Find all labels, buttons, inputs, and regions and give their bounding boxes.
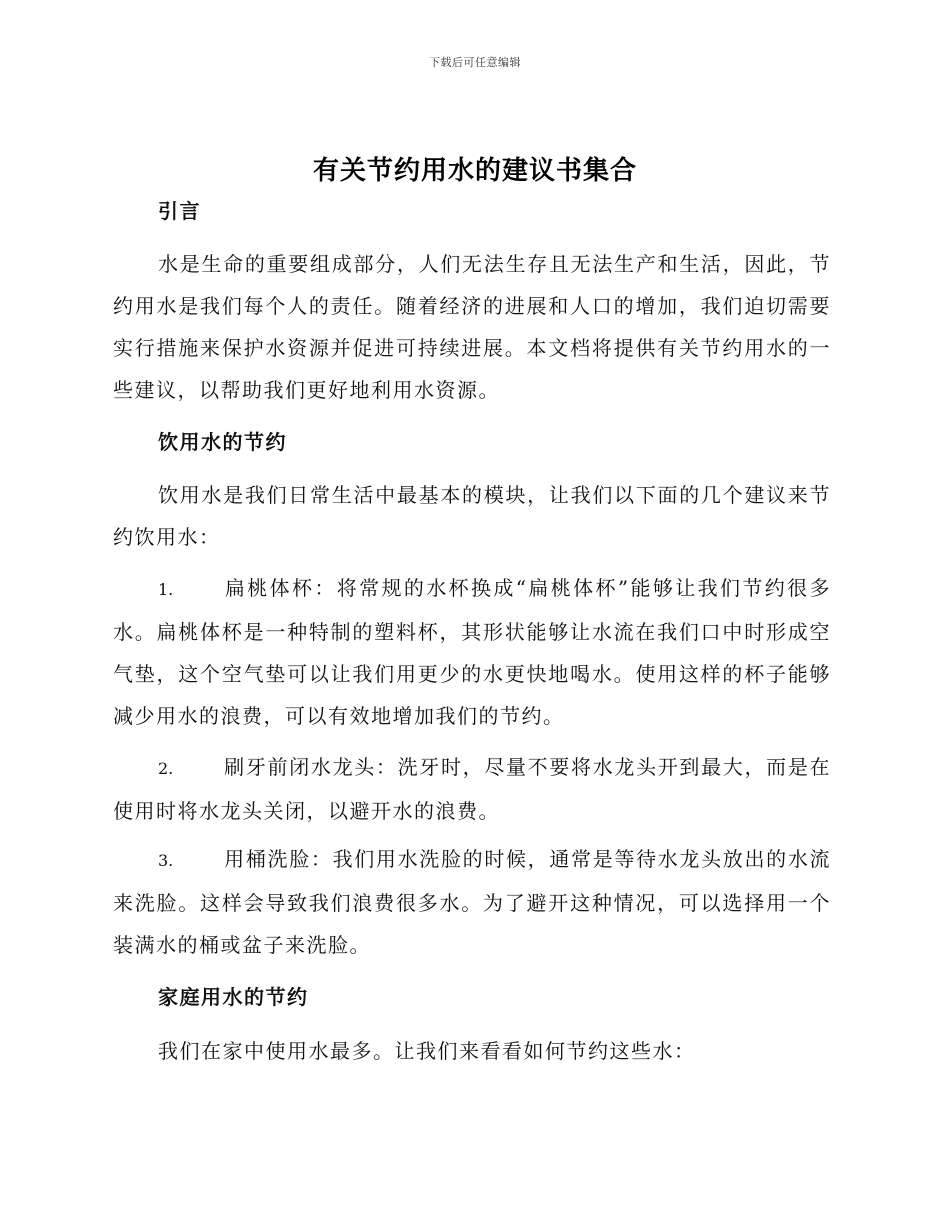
list-item-3 xyxy=(113,838,831,966)
drinking-paragraph: 饮用水是我们日常生活中最基本的模块，让我们以下面的几个建议来节约饮用水： xyxy=(113,483,831,549)
intro-paragraph-block xyxy=(113,243,831,411)
list-number-3: 3. xyxy=(158,851,174,870)
section-heading-intro: 引言 xyxy=(158,199,201,223)
list-number-1: 1. xyxy=(158,580,174,599)
header-note: 下载后可任意编辑 xyxy=(429,56,521,69)
document-title: 有关节约用水的建议书集合 xyxy=(312,156,637,186)
list-text-3: 用桶洗脸：我们用水洗脸的时候，通常是等待水龙头放出的水流来洗脸。这样会导致我们浪费很多水。为了避开这种情况，可以选择用一个装满水的桶或盆子来洗脸。 xyxy=(113,847,831,957)
list-item-1 xyxy=(113,567,831,737)
section-heading-household: 家庭用水的节约 xyxy=(158,985,309,1009)
list-text-1: 扁桃体杯：将常规的水杯换成“扁桃体杯”能够让我们节约很多水。扁桃体杯是一种特制的塑料杯，其形状能够让水流在我们口中时形成空气垫，这个空气垫可以让我们用更少的水更快地喝水。使用这样的杯子能够减少用水的浪费，可以有效地增加我们的节约。 xyxy=(113,576,831,728)
section-heading-drinking: 饮用水的节约 xyxy=(158,430,287,454)
intro-paragraph: 水是生命的重要组成部分，人们无法生存且无法生产和生活，因此，节约用水是我们每个人的责任。随着经济的进展和人口的增加，我们迫切需要实行措施来保护水资源并促进可持续进展。本文档将提供有关节约用水的一些建议，以帮助我们更好地利用水资源。 xyxy=(113,252,831,402)
household-paragraph: 我们在家中使用水最多。让我们来看看如何节约这些水： xyxy=(158,1039,696,1063)
list-text-2: 刷牙前闭水龙头：洗牙时，尽量不要将水龙头开到最大，而是在使用时将水龙头关闭，以避开水的浪费。 xyxy=(113,755,831,823)
list-item-2 xyxy=(113,746,831,832)
household-paragraph-block xyxy=(113,1030,831,1072)
drinking-paragraph-block xyxy=(113,474,831,558)
list-number-2: 2. xyxy=(158,759,174,778)
